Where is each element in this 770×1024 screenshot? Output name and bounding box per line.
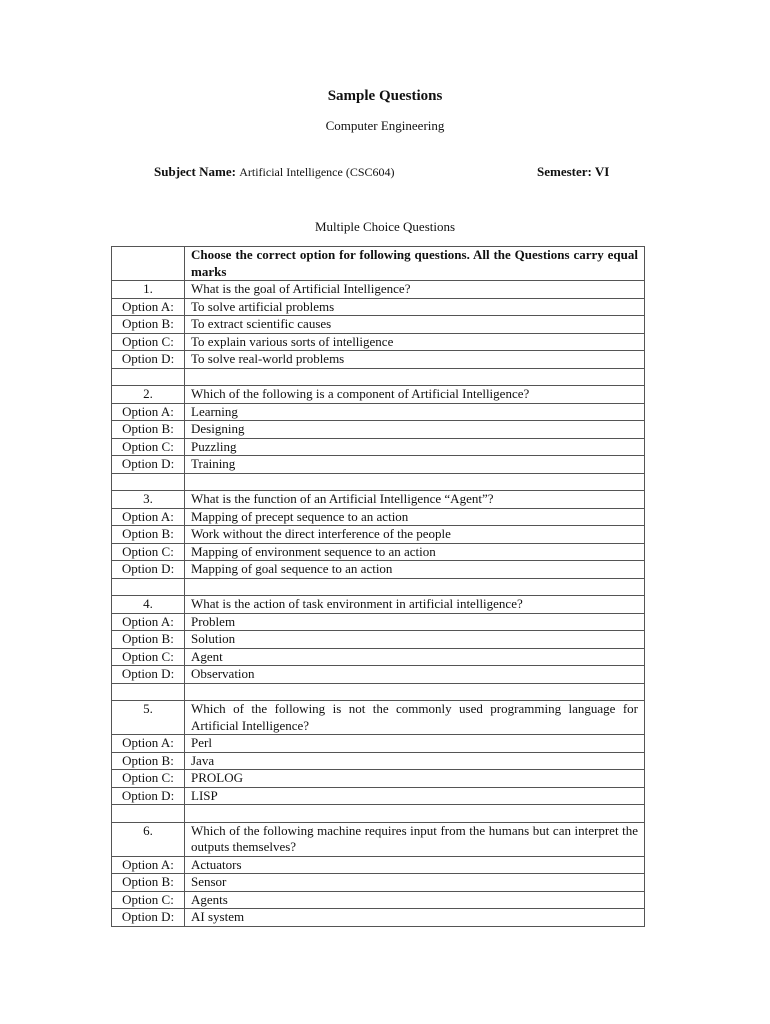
option-row — [112, 316, 645, 334]
option-text: Mapping of environment sequence to an action — [185, 543, 645, 561]
option-text: Observation — [185, 666, 645, 684]
option-row — [112, 874, 645, 892]
question-text: What is the action of task environment in artificial intelligence? — [185, 596, 645, 614]
question-number: 6. — [112, 822, 185, 856]
option-label: Option D: — [112, 909, 185, 927]
option-row — [112, 543, 645, 561]
subject-label: Subject Name: — [154, 164, 236, 179]
option-label: Option B: — [112, 316, 185, 334]
option-row — [112, 561, 645, 579]
option-label: Option C: — [112, 891, 185, 909]
spacer-cell — [112, 683, 185, 701]
option-row — [112, 403, 645, 421]
option-text: To solve artificial problems — [185, 298, 645, 316]
option-row — [112, 351, 645, 369]
option-label: Option D: — [112, 456, 185, 474]
question-number: 1. — [112, 281, 185, 299]
option-text: Agent — [185, 648, 645, 666]
question-number: 5. — [112, 701, 185, 735]
option-row — [112, 526, 645, 544]
option-label: Option C: — [112, 438, 185, 456]
option-text: PROLOG — [185, 770, 645, 788]
option-text: AI system — [185, 909, 645, 927]
option-label: Option C: — [112, 543, 185, 561]
option-text: To solve real-world problems — [185, 351, 645, 369]
option-row — [112, 298, 645, 316]
question-text: Which of the following machine requires input from the humans but can interpret the outputs themselves? — [185, 822, 645, 856]
option-row — [112, 508, 645, 526]
question-text: Which of the following is not the commonly used programming language for Artificial Intelligence? — [185, 701, 645, 735]
option-text: Training — [185, 456, 645, 474]
option-label: Option A: — [112, 508, 185, 526]
spacer-cell — [185, 683, 645, 701]
question-row — [112, 386, 645, 404]
option-row — [112, 752, 645, 770]
option-text: Problem — [185, 613, 645, 631]
option-text: Mapping of precept sequence to an action — [185, 508, 645, 526]
option-text: Mapping of goal sequence to an action — [185, 561, 645, 579]
option-text: To extract scientific causes — [185, 316, 645, 334]
option-label: Option C: — [112, 333, 185, 351]
questions-table-body — [112, 247, 645, 927]
option-text: LISP — [185, 787, 645, 805]
option-label: Option B: — [112, 874, 185, 892]
option-row — [112, 333, 645, 351]
option-row — [112, 631, 645, 649]
option-text: To explain various sorts of intelligence — [185, 333, 645, 351]
option-label: Option B: — [112, 421, 185, 439]
option-label: Option B: — [112, 752, 185, 770]
spacer-row — [112, 805, 645, 823]
option-row — [112, 787, 645, 805]
subject-line — [154, 164, 395, 180]
spacer-row — [112, 683, 645, 701]
spacer-row — [112, 368, 645, 386]
option-label: Option B: — [112, 526, 185, 544]
option-label: Option D: — [112, 351, 185, 369]
option-row — [112, 613, 645, 631]
option-text: Solution — [185, 631, 645, 649]
question-row — [112, 822, 645, 856]
option-text: Puzzling — [185, 438, 645, 456]
option-label: Option C: — [112, 648, 185, 666]
spacer-cell — [185, 368, 645, 386]
option-row — [112, 735, 645, 753]
department-name: Computer Engineering — [325, 118, 445, 133]
option-row — [112, 648, 645, 666]
spacer-cell — [112, 368, 185, 386]
option-row — [112, 770, 645, 788]
option-label: Option A: — [112, 403, 185, 421]
question-number: 3. — [112, 491, 185, 509]
questions-table — [111, 246, 645, 927]
option-text: Learning — [185, 403, 645, 421]
question-row — [112, 701, 645, 735]
option-label: Option A: — [112, 735, 185, 753]
option-row — [112, 421, 645, 439]
option-row — [112, 456, 645, 474]
document-title: Sample Questions — [327, 88, 443, 104]
subject-value: Artificial Intelligence (CSC604) — [239, 165, 395, 179]
spacer-cell — [185, 805, 645, 823]
question-text: What is the function of an Artificial Intelligence “Agent”? — [185, 491, 645, 509]
spacer-cell — [185, 473, 645, 491]
spacer-cell — [185, 578, 645, 596]
option-row — [112, 856, 645, 874]
option-label: Option B: — [112, 631, 185, 649]
option-row — [112, 666, 645, 684]
section-heading: Multiple Choice Questions — [314, 219, 456, 234]
semester-line — [537, 164, 609, 180]
spacer-cell — [112, 473, 185, 491]
spacer-row — [112, 578, 645, 596]
option-text: Work without the direct interference of the people — [185, 526, 645, 544]
question-text: What is the goal of Artificial Intelligence? — [185, 281, 645, 299]
option-label: Option D: — [112, 561, 185, 579]
option-label: Option A: — [112, 613, 185, 631]
question-number: 4. — [112, 596, 185, 614]
option-text: Sensor — [185, 874, 645, 892]
option-text: Perl — [185, 735, 645, 753]
question-number: 2. — [112, 386, 185, 404]
instructions-text: Choose the correct option for following questions. All the Questions carry equal marks — [185, 247, 645, 281]
option-text: Designing — [185, 421, 645, 439]
question-text: Which of the following is a component of Artificial Intelligence? — [185, 386, 645, 404]
option-label: Option D: — [112, 666, 185, 684]
question-row — [112, 281, 645, 299]
option-label: Option A: — [112, 298, 185, 316]
semester-label: Semester: — [537, 164, 592, 179]
option-label: Option C: — [112, 770, 185, 788]
instructions-row — [112, 247, 645, 281]
option-label: Option A: — [112, 856, 185, 874]
option-text: Java — [185, 752, 645, 770]
option-row — [112, 909, 645, 927]
question-row — [112, 491, 645, 509]
option-text: Actuators — [185, 856, 645, 874]
spacer-cell — [112, 578, 185, 596]
semester-value: VI — [594, 164, 610, 179]
option-label: Option D: — [112, 787, 185, 805]
spacer-row — [112, 473, 645, 491]
option-text: Agents — [185, 891, 645, 909]
option-row — [112, 891, 645, 909]
question-row — [112, 596, 645, 614]
spacer-cell — [112, 805, 185, 823]
option-row — [112, 438, 645, 456]
instructions-number-cell — [112, 247, 185, 281]
